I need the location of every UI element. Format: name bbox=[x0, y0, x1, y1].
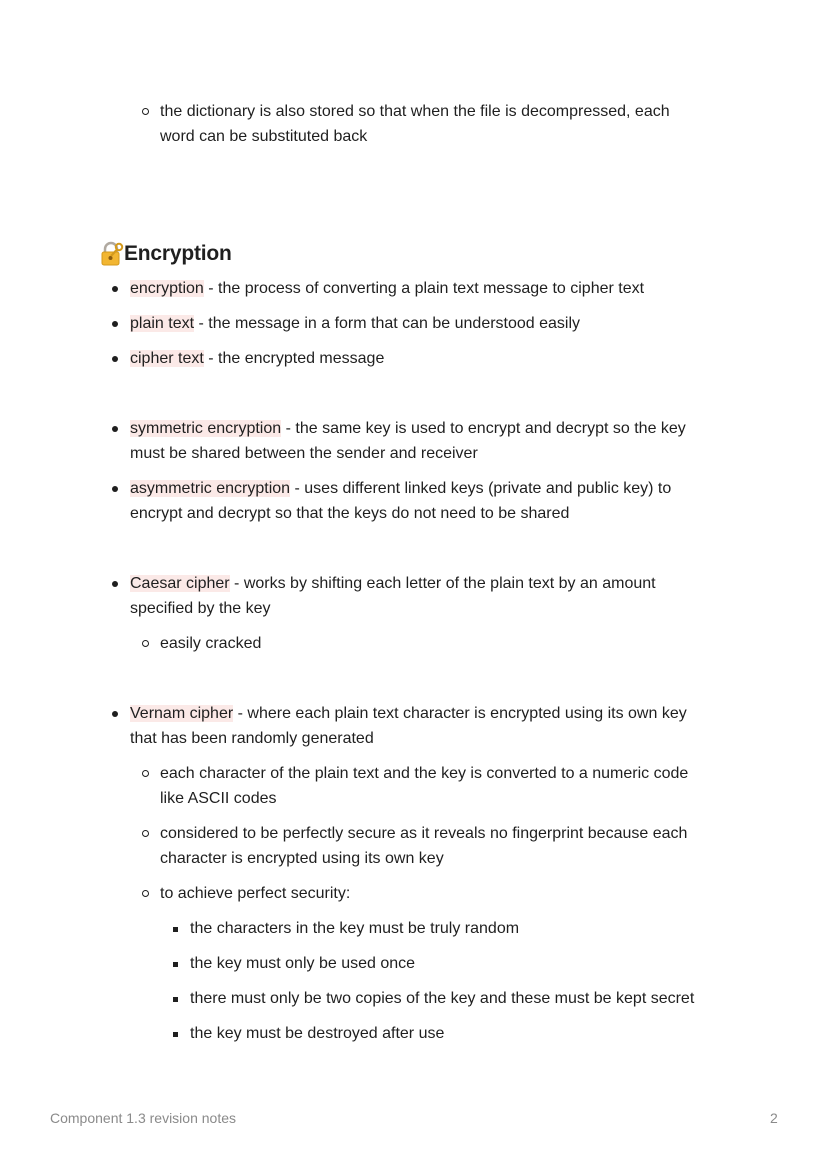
sub-list-item-continuation: character is encrypted using its own key bbox=[160, 850, 444, 867]
sub-bullet bbox=[142, 640, 149, 647]
bullet bbox=[112, 426, 118, 432]
list-item-symmetric bbox=[130, 416, 686, 441]
lock-with-key-icon bbox=[100, 241, 124, 267]
list-item-continuation: specified by the key bbox=[130, 600, 271, 617]
definition: - the message in a form that can be understood easily bbox=[194, 315, 581, 332]
section-heading bbox=[100, 240, 232, 268]
sub-sub-bullet bbox=[173, 997, 178, 1002]
sub-list-item: to achieve perfect security: bbox=[160, 885, 351, 902]
list-item-continuation: must be shared between the sender and receiver bbox=[130, 445, 478, 462]
term: Caesar cipher bbox=[130, 575, 230, 592]
bullet bbox=[112, 581, 118, 587]
list-item-caesar bbox=[130, 571, 656, 596]
list-item-cipher-text bbox=[130, 346, 384, 371]
sub-sub-list-item: there must only be two copies of the key and these must be kept secret bbox=[190, 990, 695, 1007]
sub-sub-list-item: the key must be destroyed after use bbox=[190, 1025, 445, 1042]
term: plain text bbox=[130, 315, 195, 332]
definition: - the encrypted message bbox=[203, 350, 385, 367]
definition: - the process of converting a plain text message to cipher text bbox=[203, 280, 645, 297]
sub-list-item: easily cracked bbox=[160, 635, 262, 652]
term: encryption bbox=[130, 280, 204, 297]
list-item-encryption bbox=[130, 276, 644, 301]
sub-sub-list-item: the characters in the key must be truly random bbox=[190, 920, 520, 937]
list-item-continuation: word can be substituted back bbox=[160, 128, 368, 145]
bullet bbox=[112, 356, 118, 362]
bullet bbox=[112, 486, 118, 492]
sub-list-item: considered to be perfectly secure as it reveals no fingerprint because each bbox=[160, 825, 688, 842]
section-title: Encryption bbox=[124, 242, 232, 265]
sub-bullet bbox=[142, 770, 149, 777]
bullet bbox=[112, 321, 118, 327]
sub-bullet bbox=[142, 108, 149, 115]
list-item-vernam bbox=[130, 701, 687, 726]
sub-list-item-continuation: like ASCII codes bbox=[160, 790, 277, 807]
sub-bullet bbox=[142, 890, 149, 897]
sub-list-item: each character of the plain text and the key is converted to a numeric code bbox=[160, 765, 689, 782]
sub-sub-bullet bbox=[173, 927, 178, 932]
list-item-continuation: encrypt and decrypt so that the keys do not need to be shared bbox=[130, 505, 570, 522]
definition: - where each plain text character is encrypted using its own key bbox=[233, 705, 687, 722]
sub-sub-bullet bbox=[173, 1032, 178, 1037]
list-item-continuation: that has been randomly generated bbox=[130, 730, 374, 747]
page-number: 2 bbox=[770, 1110, 778, 1126]
definition: - the same key is used to encrypt and decrypt so the key bbox=[281, 420, 686, 437]
definition: - works by shifting each letter of the plain text by an amount bbox=[229, 575, 656, 592]
term: Vernam cipher bbox=[130, 705, 234, 722]
bullet bbox=[112, 286, 118, 292]
sub-sub-list-item: the key must only be used once bbox=[190, 955, 416, 972]
term: asymmetric encryption bbox=[130, 480, 291, 497]
bullet bbox=[112, 711, 118, 717]
definition: - uses different linked keys (private and public key) to bbox=[290, 480, 672, 497]
list-item: the dictionary is also stored so that when the file is decompressed, each bbox=[160, 103, 670, 120]
list-item-asymmetric bbox=[130, 476, 671, 501]
term: symmetric encryption bbox=[130, 420, 282, 437]
sub-bullet bbox=[142, 830, 149, 837]
list-item-plain-text bbox=[130, 311, 580, 336]
footer-title: Component 1.3 revision notes bbox=[50, 1110, 236, 1126]
term: cipher text bbox=[130, 350, 204, 367]
sub-sub-bullet bbox=[173, 962, 178, 967]
